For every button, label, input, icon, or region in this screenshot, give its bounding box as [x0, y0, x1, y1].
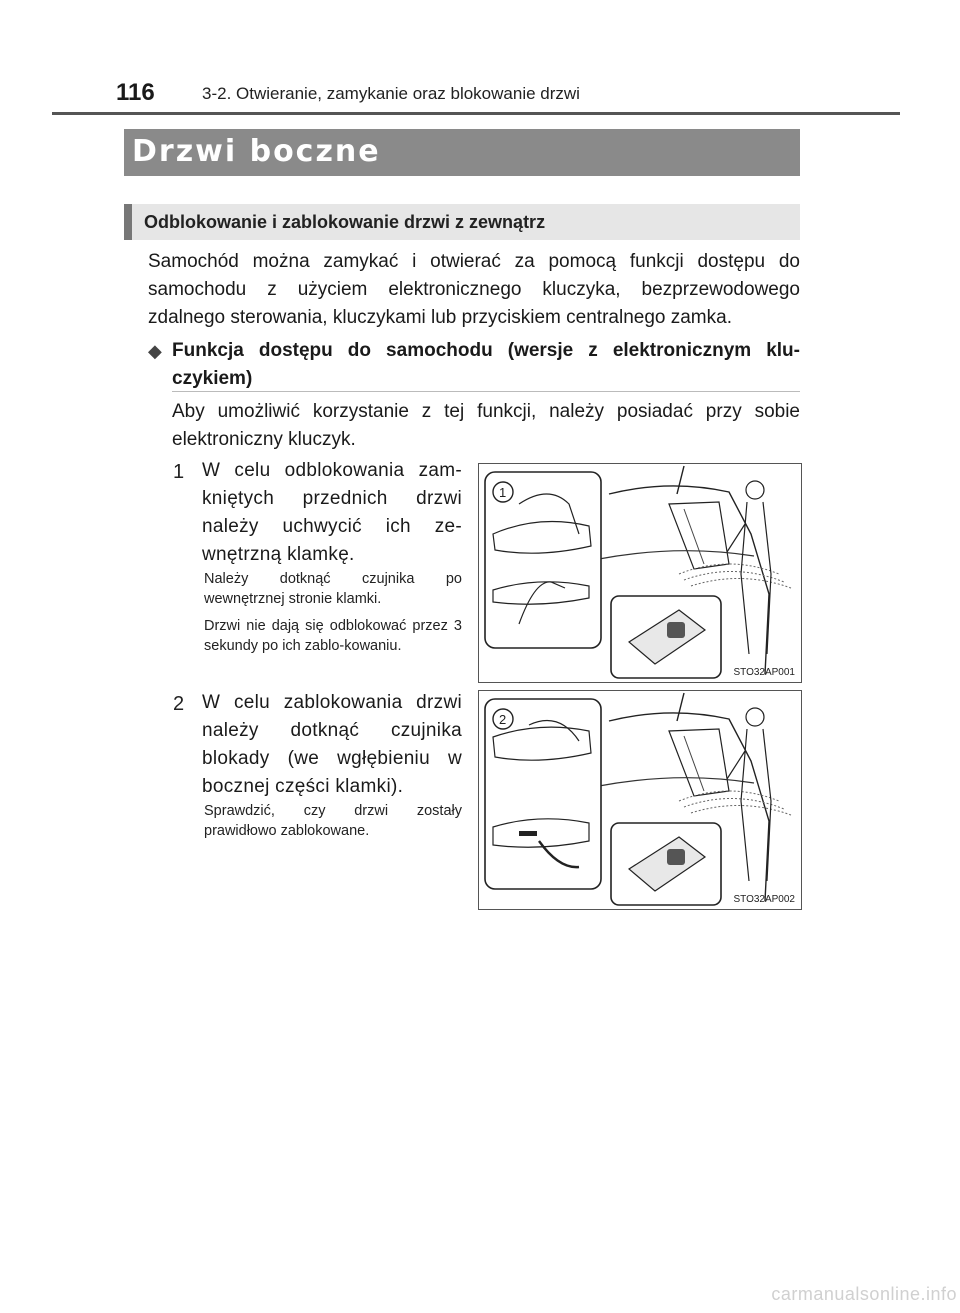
feature-heading: Funkcja dostępu do samochodu (wersje z elektronicznym klu-czykiem) — [172, 340, 800, 389]
step-text: W celu zablokowania drzwi należy dotknąć czujnika blokady (we wgłębieniu w bocznej części klamki). — [202, 692, 462, 797]
section-title-bar — [124, 129, 800, 176]
chapter-title: 3-2. Otwieranie, zamykanie oraz blokowanie drzwi — [202, 84, 580, 103]
diamond-bullet-icon: ◆ — [148, 341, 162, 361]
subsection-bar — [124, 204, 800, 240]
subsection-stripe — [124, 204, 132, 240]
step-number: 1 — [173, 461, 185, 483]
step-note: Drzwi nie dają się odblokować przez 3 sekundy po ich zablo-kowaniu. — [204, 618, 462, 654]
subsection-title: Odblokowanie i zablokowanie drzwi z zewnątrz — [144, 212, 546, 232]
figure-callout: 1 — [499, 485, 507, 500]
section-title: Drzwi boczne — [132, 134, 381, 169]
header-divider — [52, 112, 900, 115]
feature-description: Aby umożliwić korzystanie z tej funkcji, należy posiadać przy sobie elektroniczny kluczyk. — [172, 401, 800, 450]
step-number: 2 — [173, 693, 185, 715]
figure-code: STO32AP001 — [733, 667, 795, 678]
lock-illustration — [479, 691, 801, 909]
page-number: 116 — [116, 79, 155, 106]
watermark: carmanualsonline.info — [771, 1284, 957, 1304]
step-text: W celu odblokowania zam-kniętych przednich drzwi należy uchwycić ich ze-wnętrzną klamkę. — [202, 460, 462, 565]
heading-divider — [172, 391, 800, 392]
page-header — [0, 78, 960, 108]
intro-paragraph: Samochód można zamykać i otwierać za pomocą funkcji dostępu do samochodu z użyciem elektronicznego kluczyka, bezprzewodowego zdalnego sterowania, kluczykami lub przyciskiem centralnego zamka. — [148, 251, 800, 328]
unlock-illustration — [479, 464, 801, 682]
step-note: Należy dotknąć czujnika po wewnętrznej stronie klamki. — [204, 571, 462, 607]
figure-unlock-door — [478, 463, 802, 683]
figure-callout: 2 — [499, 712, 507, 727]
figure-code: STO32AP002 — [733, 894, 795, 905]
figure-lock-door — [478, 690, 802, 910]
step-note: Sprawdzić, czy drzwi zostały prawidłowo zablokowane. — [204, 803, 462, 839]
